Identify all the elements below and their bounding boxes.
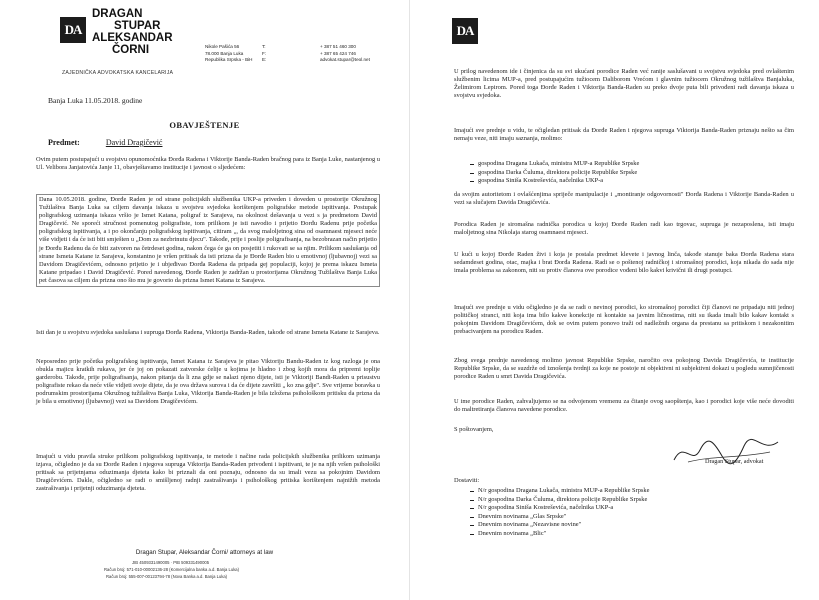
paragraph-boxed: Dana 10.05.2018. godine, Đorđe Raden je od strane policijskih službenika UKP-a priveden i doveden u prostorije Okružnog Tužilaštva Banja Luka sa ciljem davanja iskaza u svojstvu svjedoka korištenjem poligrafske metode ispitivanja. Postupak poligrafskog uzimanja iskaza vršio je Ismet Katana, poligraf iz Sarajeva, na okolnost dešavanja u vezi s ja predmetom David Dragičević. Ne sporeći stručnost pomenutog poligrafiste, tom prilikom je isti navodio i prijetio Đorđu Radenu prije početka poligrafskog ispitivanja, a i po okončanju poligrafskog ispitivanja, citiram „, da svog maloljetnog sina od osamnaest mjeseci neće više vidjeti i da će isti biti smješten u „Dom za nezbrinutu djecu". Takođe, prije i poslije poligrafisanja, na bezobrazan način prijetio je Đorđu Radenu da će biti zatvoren na četrdeset godina, nakon čega će ga on posjetiti i rukovati se sa njim. Prilikom saslušanja od strane Ismeta Katane iz Sarajeva, konstantno je vršen pritisak da isti prizna da je Đorđe Raden bio u emotivnoj (ljubavnoj) vezi sa Davidom Dragičevićem, odnosno prijetio je i ubjeđivao Đorđa Radena da pripada gej populaciji, kojoj je prema iskazu Ismeta Katane pripadao i David Dragičević. Pored navedenog, Đorđe Raden je zadržan u prostorijama Okružnog Tužilaštva Banja Luka pet časova sa ciljem da prizna ono što mu je govorio da prizna Ismet Katana iz Sarajeva.: [36, 194, 380, 287]
paragraph: Imajući sve prednje u vidu očigledno je da se radi o nevinoj porodici, ko siromašnoj porodici čiji članovi ne pripadaju niti jednoj političkoj stranci, niti koja ima bilo kakve konekcije ni kontakte sa javnim ličnostima, niti su ikada imali bilo kakav kontakt s pokojnim Davidom Dragičevićem, dok se ovim putem ponovo traži od nadležnih organa da prestanu sa pritiskom i nezakonitim prebacivanjem na porodicu Raden.: [454, 304, 794, 336]
firm-name: [92, 8, 173, 56]
footer-line: JIB 4509331490005 · PIB 509331490005: [132, 560, 210, 565]
list-item: gospodina Siniša Kostreševića, načelnika UKP-a: [470, 177, 639, 186]
document-page-1: [0, 0, 409, 600]
recipient-list: [470, 160, 639, 186]
list-item: N/r gospodina Dragana Lukača, ministra MUP-a Republike Srpske: [470, 487, 649, 496]
firm-name-line: ČORNI: [112, 44, 150, 56]
signature-caption: Dragan Stupar, advokat: [705, 458, 764, 465]
place-date: Banja Luka 11.05.2018. godine: [48, 96, 143, 105]
subject-value: David Dragičević: [105, 138, 163, 147]
firm-subtitle: ZAJEDNIČKA ADVOKATSKA KANCELARIJA: [62, 70, 174, 76]
list-item: Dnevnim novinama „Nezavisne novine": [470, 521, 649, 530]
firm-contact-values: + 387 51 460 300 + 387 65 424 746 advokat.stupar@teol.net: [320, 44, 370, 62]
paragraph: da svojim autoritetom i ovlašćenjima spriječe manipulacije i „montiranje odgovornosti" Đorđa Radena i Viktorije Banda-Raden u vezi sa slučajem Davida Dragičevića.: [454, 191, 794, 207]
paragraph: Isti dan je u svojstvu svjedoka saslušana i supruga Đorđa Radena, Viktorija Banda-Raden, takođe od strane Ismeta Katane iz Sarajeva.: [36, 329, 380, 336]
list-item: N/r gospodina Darka Čuluma, direktora policije Republike Srpske: [470, 496, 649, 505]
firm-name-line: ALEKSANDAR: [92, 32, 173, 44]
paragraph: Neposredno prije početka poligrafskog ispitivanja, Ismet Katana iz Sarajeva je pitao Viktoriju Bandu-Raden iz kog razloga je ona obukla majicu kratkih rukava, jer će joj on pokazati zatvorske ćelije u kojima je hladno i zbog kojih mora da pripremi toplije garderobu. Takođe, prije poligrafisanja, nakon pitanja da li zna gdje se nalazi njeno dijete, isti je Viktoriji Bandi-Raden u prisustvu poligrafiste rekao da neće više vidjeti svoje dijete, da je ova država surova i da će dijete završiti „ ko zna gdje". Sve vrijeme boravka u podrumskim prostorijama Okružnog tužilaštva Banja Luka, Viktorija Banda-Raden je bila izložena psihološkom pritisku da prizna da je bila u emotivnoj (ljubavnoj) vezi sa Davidom Dragičevićem.: [36, 358, 380, 406]
firm-address: Nikole Pašića 56 78.000 Banja Luka Republika Srpska - BiH: [205, 44, 253, 62]
delivered-label: Dostaviti:: [454, 477, 480, 484]
firm-name-line: DRAGAN: [92, 8, 143, 20]
subject-line: [48, 138, 162, 147]
delivery-list: [470, 487, 649, 539]
paragraph: Imajući u vidu pravila struke prilikom poligrafskog ispitivanja, te metode i načine rada policijskih službenika prilikom uzimanja izjava, očigledno je da su Đorđe Raden i njegova supruga Viktorija Banda-Raden privođeni i ispitivani, te je na njih vršen psihološki pritisak sa prijetnjama oduzimanja djeteta kako bi priznali da oni poznaju, odnosno da su imali vezu sa pokojnim Davidom Dragičevićem. Dakle, očigledno se radi o smišljenoj radnji zastrašivanja i psihološkog pritiska korištenjem najnižih metoda zastrašivanja i prijetnji oduzimanja djeteta.: [36, 453, 380, 493]
list-item: N/r gospodina Siniša Kostreševića, načelnika UKP-a: [470, 504, 649, 513]
paragraph: U kući u kojoj Đorđe Raden živi i koja je postala predmet klevete i javnog linča, takođe stanuje baka Đorđa Radena stara sedamdeset godina, otac, majka i brat Đorđa Radena. Radi se o poštenoj radničkoj i siromašnoj porodici, koja nikada do sada nije imala problema sa zakonom, niti su protiv članova ove porodice vođeni bilo kakvi krivični ili drugi postupci.: [454, 251, 794, 275]
document-page-2: [410, 0, 819, 600]
firm-logo-icon: DA: [60, 17, 86, 43]
paragraph: Porodica Raden je siromašna radnička porodica u kojoj Đorđe Raden radi kao trgovac, supruga je nezaposlena, isti imaju maloljetnog sina Nikolaja starog osamnaest mjeseci.: [454, 221, 794, 237]
footer-line: Račun broj: 571-010-00002136-28 (Komercijalna banka a.d. Banja Luka): [104, 567, 240, 572]
firm-name-line: STUPAR: [114, 20, 161, 32]
closing: S poštovanjem,: [454, 426, 494, 433]
paragraph: U prilog navedenom ide i činjenica da su svi ukućani porodice Raden već ranije saslušavani u svojstvu svjedoka pred ovlaštenim službenim licima MUP-a, pred postupajućim tužiocem Daliborom Vrećom i glavnim tužiocem Okružnog tužilaštva Banjaluka, Želimirom Lepirom. Pored toga Đorđe Raden i Viktorija Banda-Raden su preko dvoje puta bili privođeni radi davanja iskaza u svojstvu svjedoka.: [454, 68, 794, 100]
subject-label: Predmet:: [48, 138, 80, 147]
paragraph: U ime porodice Raden, zahvaljujemo se na odvojenom vremenu za čitanje ovog saopštenja, kao i porodici koje više neće dovoditi do maltretiranja članova navedene porodice.: [454, 398, 794, 414]
list-item: Dnevnim novinama „Blic": [470, 530, 649, 539]
firm-contact-labels: T: F: E:: [262, 44, 267, 62]
paragraph-intro: Ovim putem postupajući u svojstvu opunomoćnika Đorđa Radena i Viktorije Banda-Raden bračnog para iz Banja Luke, nastanjenog u Ul. Velibora Janjatovića Janje 11, obavještavamo institucije i javnost o sljedećem:: [36, 156, 380, 172]
paragraph: Imajući sve prednje u vidu, te očigledan pritisak da Đorđe Raden i njegova supruga Viktorija Banda-Raden priznaju nešto sa čim nemaju veze, niti imaju saznanja, molimo:: [454, 127, 794, 143]
list-item: gospodina Dragana Lukača, ministra MUP-a Republike Srpske: [470, 160, 639, 169]
footer-line: Račun broj: 555-007-00123794-78 (Nova Banka a.d. Banja Luka): [106, 574, 228, 579]
document-title: OBAVJEŠTENJE: [169, 120, 240, 130]
list-item: gospodina Darka Čuluma, direktora policije Republike Srpske: [470, 169, 639, 178]
paragraph: Zbog svega prednje navedenog molimo javnost Republike Srpske, naročito ova pokojnog Davida Dragičevića, te institucije Republike Srpske, da se suzdrže od iznošenja tvrdnji za koje ne postoje ni objektivni ni subjektivni dokazi u pogledu sumnjičenosti porodice Raden u smrt Davida Dragičevića.: [454, 357, 794, 381]
firm-logo-icon: DA: [452, 18, 478, 44]
list-item: Dnevnim novinama „Glas Srpske": [470, 513, 649, 522]
footer-firm-name: Dragan Stupar, Aleksandar Čorni/ attorneys at law: [135, 549, 274, 556]
